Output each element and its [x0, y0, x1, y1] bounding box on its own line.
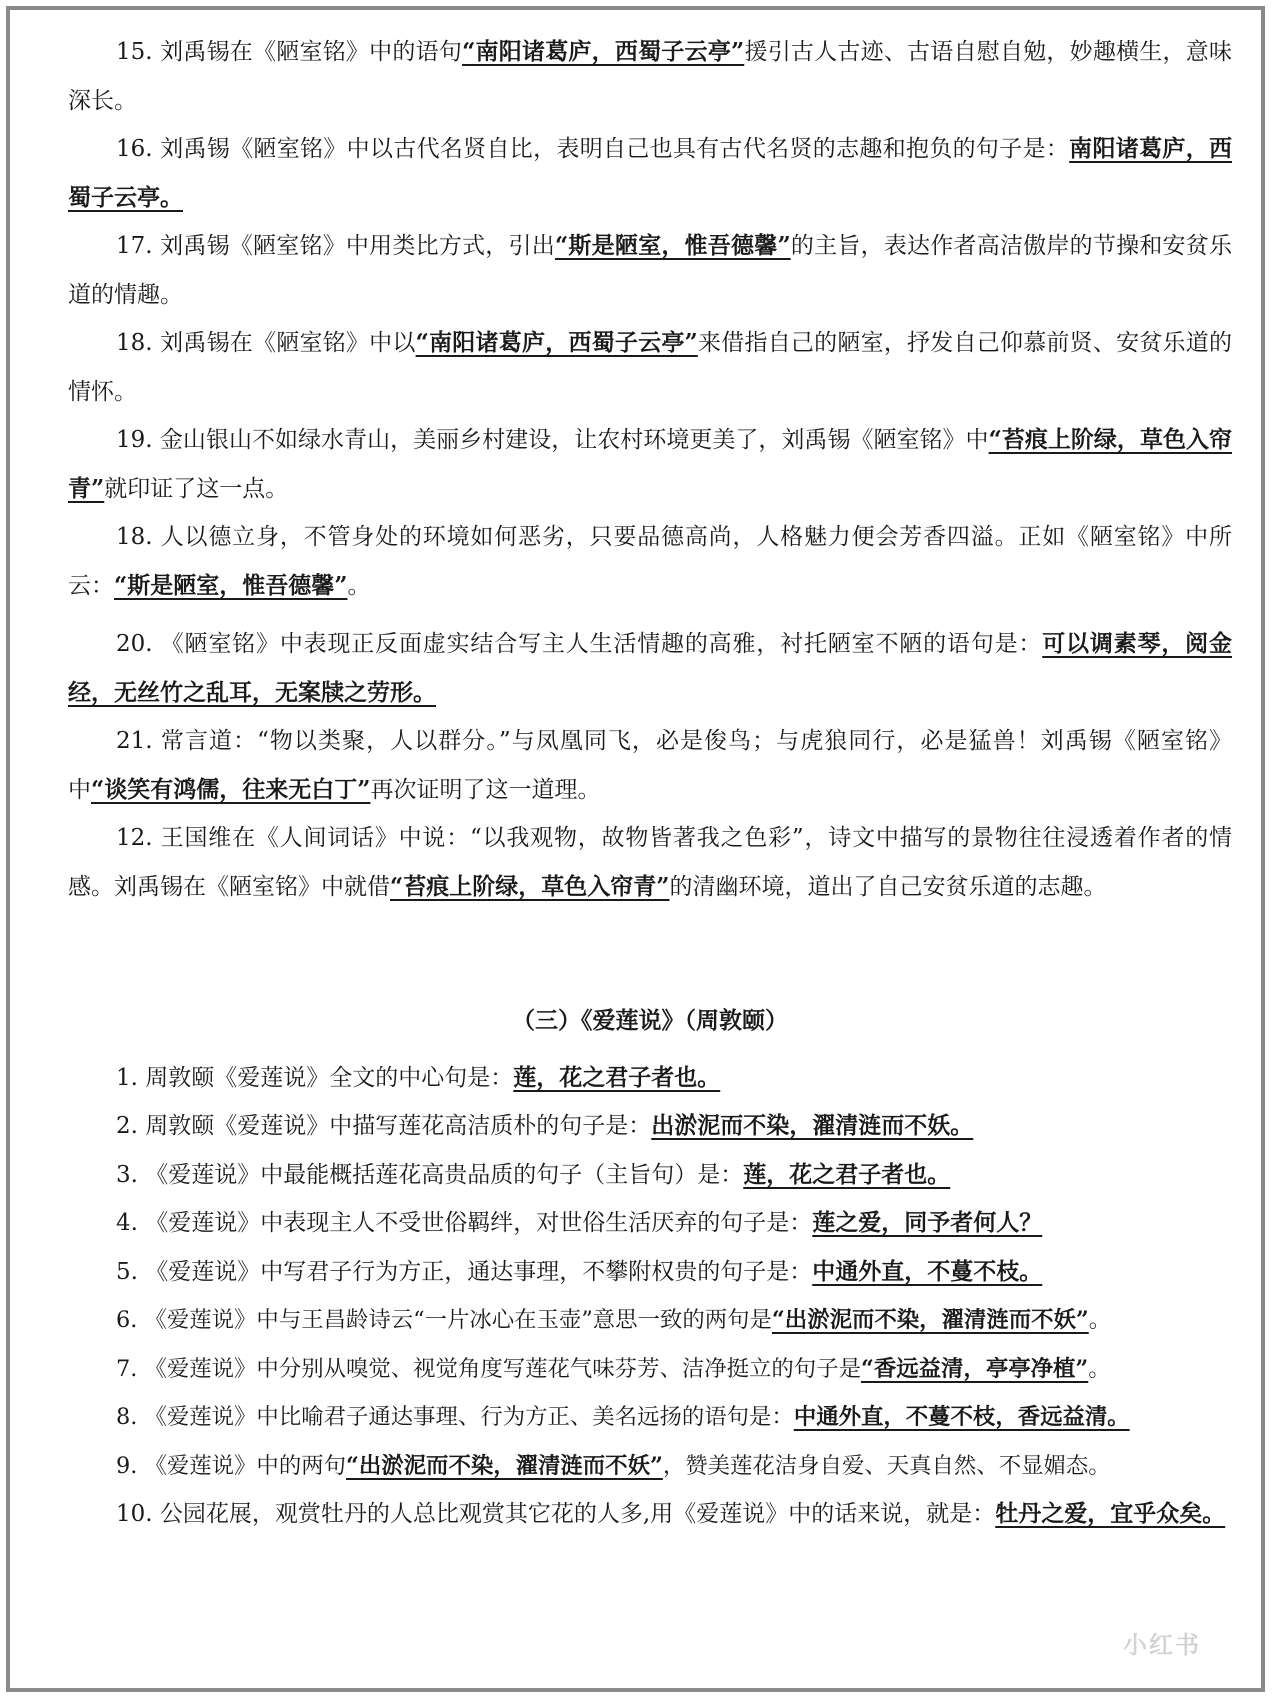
list-item-5: 5. 《爱莲说》中写君子行为方正，通达事理，不攀附权贵的句子是：中通外直，不蔓不枝。: [116, 1257, 1043, 1285]
section-heading: （三）《爱莲说》（周敦颐）: [512, 1007, 788, 1034]
list-item-9: 9. 《爱莲说》中的两句“出淤泥而不染，濯清涟而不妖”，赞美莲花洁身自爱、天真自然、不显媚态。: [116, 1452, 1111, 1479]
answer-text: “斯是陋室，惟吾德馨”: [554, 232, 791, 259]
answer-text: 出淤泥而不染，濯清涟而不妖。: [651, 1112, 974, 1139]
list-item-6: 6. 《爱莲说》中与王昌龄诗云“一片冰心在玉壶”意思一致的两句是“出淤泥而不染，濯清涟而不妖”。: [116, 1307, 1112, 1333]
list-item-2: 2. 周敦颐《爱莲说》中描写莲花高洁质朴的句子是：出淤泥而不染，濯清涟而不妖。: [116, 1112, 974, 1139]
answer-text: “南阳诸葛庐，西蜀子云亭”: [415, 329, 698, 356]
paragraph-16: 16. 刘禹锡《陋室铭》中以古代名贤自比，表明自己也具有古代名贤的志趣和抱负的句子是：南阳诸葛庐，西蜀子云亭。: [68, 135, 1233, 211]
answer-text: “苔痕上阶绿，草色入帘青”: [390, 872, 670, 900]
answer-text: 莲之爱，同予者何人？: [812, 1209, 1043, 1236]
answer-text: 莲，花之君子者也。: [513, 1063, 721, 1091]
list-item-4: 4. 《爱莲说》中表现主人不受世俗羁绊，对世俗生活厌弃的句子是：莲之爱，同予者何人？: [116, 1209, 1043, 1236]
paragraph-21: 21. 常言道：“物以类聚，人以群分。”与凤凰同飞，必是俊鸟；与虎狼同行，必是猛兽！刘禹锡《陋室铭》中“谈笑有鸿儒，往来无白丁”再次证明了这一道理。: [68, 728, 1232, 803]
answer-text: “斯是陋室，惟吾德馨”: [114, 571, 348, 599]
list-item-8: 8. 《爱莲说》中比喻君子通达事理、行为方正、美名远扬的语句是：中通外直，不蔓不枝，香远益清。: [116, 1404, 1130, 1430]
answer-text: “出淤泥而不染，濯清涟而不妖”: [771, 1307, 1089, 1333]
answer-text: 中通外直，不蔓不枝，香远益清。: [793, 1404, 1130, 1430]
list-item-1: 1. 周敦颐《爱莲说》全文的中心句是：莲，花之君子者也。: [116, 1063, 721, 1091]
answer-text: 可以调素琴，阅金经，无丝竹之乱耳，无案牍之劳形。: [68, 630, 1233, 706]
answer-text: “出淤泥而不染，濯清涟而不妖”: [346, 1452, 663, 1479]
document-body: [68, 28, 1232, 1539]
list-item-3: 3. 《爱莲说》中最能概括莲花高贵品质的句子（主旨句）是：莲，花之君子者也。: [116, 1160, 951, 1188]
paragraph-15: 15. 刘禹锡在《陋室铭》中的语句“南阳诸葛庐，西蜀子云亭”援引古人古迹、古语自慰自勉，妙趣横生，意味深长。: [68, 38, 1233, 114]
paragraph-19: 19. 金山银山不如绿水青山，美丽乡村建设，让农村环境更美了，刘禹锡《陋室铭》中“苔痕上阶绿，草色入帘青”就印证了这一点。: [68, 426, 1232, 502]
answer-text: “香远益清，亭亭净植”: [860, 1355, 1089, 1382]
answer-text: 牡丹之爱，宜乎众矣。: [995, 1500, 1226, 1527]
answer-text: “谈笑有鸿儒，往来无白丁”: [91, 775, 371, 803]
list-item-7: 7. 《爱莲说》中分别从嗅觉、视觉角度写莲花气味芬芳、洁净挺立的句子是“香远益清，亭亭净植”。: [116, 1355, 1111, 1382]
answer-text: 南阳诸葛庐，西蜀子云亭。: [68, 135, 1233, 211]
answer-text: “南阳诸葛庐，西蜀子云亭”: [462, 38, 745, 65]
paragraph-20: 20. 《陋室铭》中表现正反面虚实结合写主人生活情趣的高雅，衬托陋室不陋的语句是：可以调素琴，阅金经，无丝竹之乱耳，无案牍之劳形。: [68, 630, 1233, 706]
answer-text: 莲，花之君子者也。: [743, 1160, 951, 1188]
paragraph-12: 12. 王国维在《人间词话》中说：“以我观物，故物皆著我之色彩”，诗文中描写的景物往往浸透着作者的情感。刘禹锡在《陋室铭》中就借“苔痕上阶绿，草色入帘青”的清幽环境，道出了自己安贫乐道的志趣。: [68, 825, 1232, 900]
paragraph-17: 17. 刘禹锡《陋室铭》中用类比方式，引出“斯是陋室，惟吾德馨”的主旨，表达作者高洁傲岸的节操和安贫乐道的情趣。: [68, 232, 1233, 308]
watermark: 小红书: [1123, 1631, 1201, 1659]
answer-text: 中通外直，不蔓不枝。: [812, 1257, 1043, 1285]
paragraph-18: 18. 刘禹锡在《陋室铭》中以“南阳诸葛庐，西蜀子云亭”来借指自己的陋室，抒发自己仰慕前贤、安贫乐道的情怀。: [68, 329, 1233, 405]
page-frame: [6, 6, 1265, 1692]
paragraph-18b: 18. 人以德立身，不管身处的环境如何恶劣，只要品德高尚，人格魅力便会芳香四溢。正如《陋室铭》中所云：“斯是陋室，惟吾德馨”。: [68, 524, 1232, 599]
answer-text: “苔痕上阶绿，草色入帘青”: [68, 426, 1232, 502]
list-item-10: 10. 公园花展，观赏牡丹的人总比观赏其它花的人多,用《爱莲说》中的话来说，就是：牡丹之爱，宜乎众矣。: [116, 1500, 1226, 1527]
